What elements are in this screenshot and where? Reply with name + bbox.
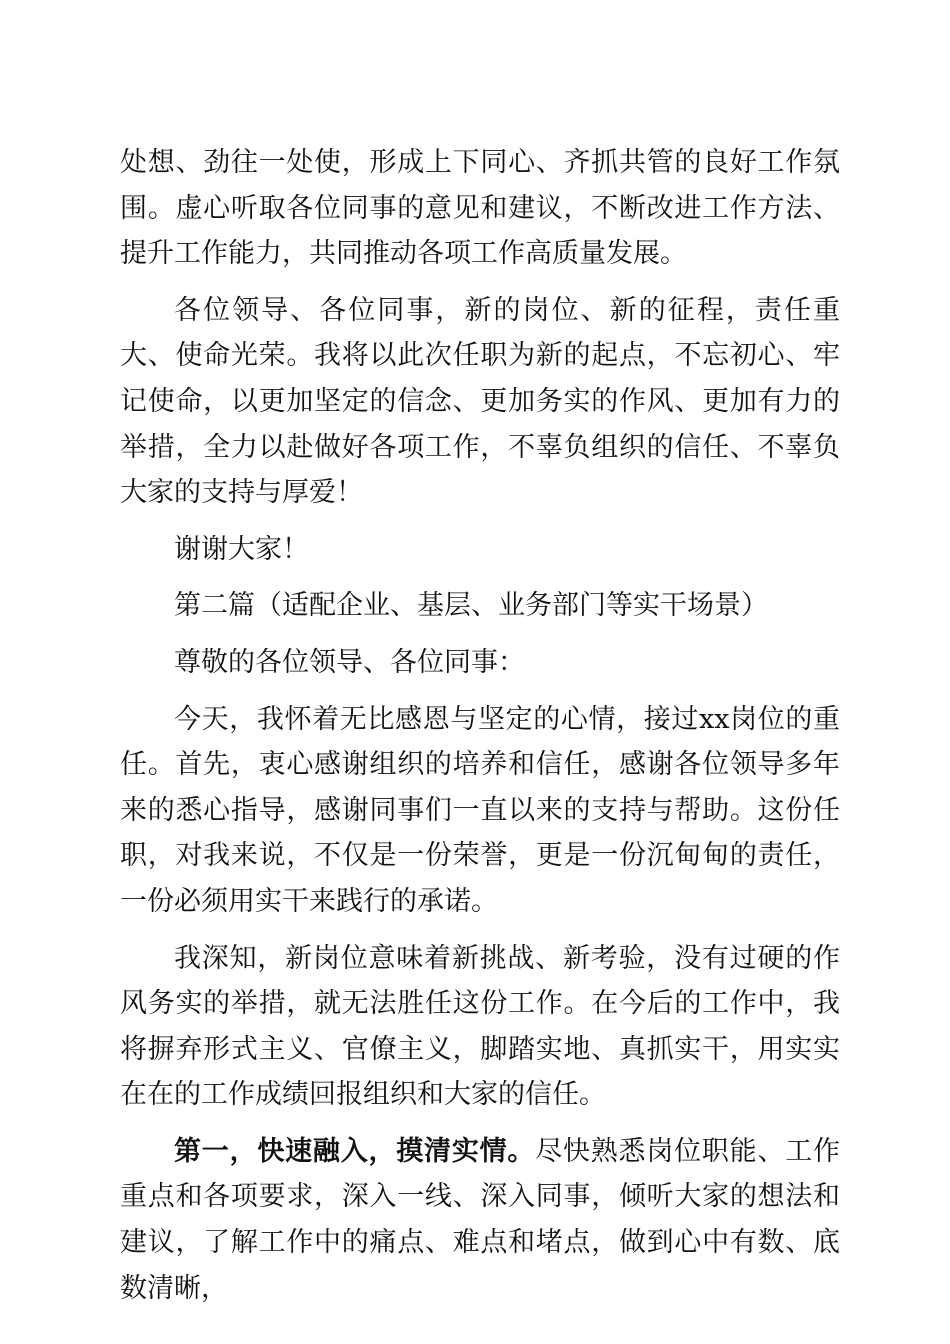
salutation: 尊敬的各位领导、各位同事： [174,646,525,678]
point-one-lead: 第一，快速融入，摸清实情。 [174,1135,536,1167]
paragraph-closing-pledge: 各位领导、各位同事，新的岗位、新的征程，责任重大、使命光荣。我将以此次任职为新的起点，不忘初心、牢记使命，以更加坚定的信念、更加务实的作风、更加有力的举措，全力以赴做好各项工作，不辜负组织的信任、不辜负大家的支持与厚爱！ [120,294,840,509]
paragraph-thanks: 谢谢大家！ [174,533,309,565]
point-one-text: 尽快熟悉岗位职能、工作重点和各项要求，深入一线、深入同事，倾听大家的想法和建议，了解工作中的痛点、难点和堵点，做到心中有数、底数清晰， [120,1135,841,1304]
paragraph-opening-gratitude: 今天，我怀着无比感恩与坚定的心情，接过xx岗位的重任。首先，衷心感谢组织的培养和信任，感谢各位领导多年来的悉心指导，感谢同事们一直以来的支持与帮助。这份任职，对我来说，不仅是一份荣誉，更是一份沉甸甸的责任，一份必须用实干来践行的承诺。 [120,703,840,917]
paragraph-continuation: 处想、劲往一处使，形成上下同心、齐抓共管的良好工作氛围。虚心听取各位同事的意见和建议，不断改进工作方法、提升工作能力，共同推动各项工作高质量发展。 [120,147,840,270]
paragraph-commitment: 我深知，新岗位意味着新挑战、新考验，没有过硬的作风务实的举措，就无法胜任这份工作。在今后的工作中，我将摒弃形式主义、官僚主义，脚踏实地、真抓实干，用实实在在的工作成绩回报组织和大家的信任。 [120,942,840,1111]
document-body [120,140,840,1311]
section-heading-second-article: 第二篇（适配企业、基层、业务部门等实干场景） [174,590,768,622]
paragraph-point-one [120,1129,840,1311]
